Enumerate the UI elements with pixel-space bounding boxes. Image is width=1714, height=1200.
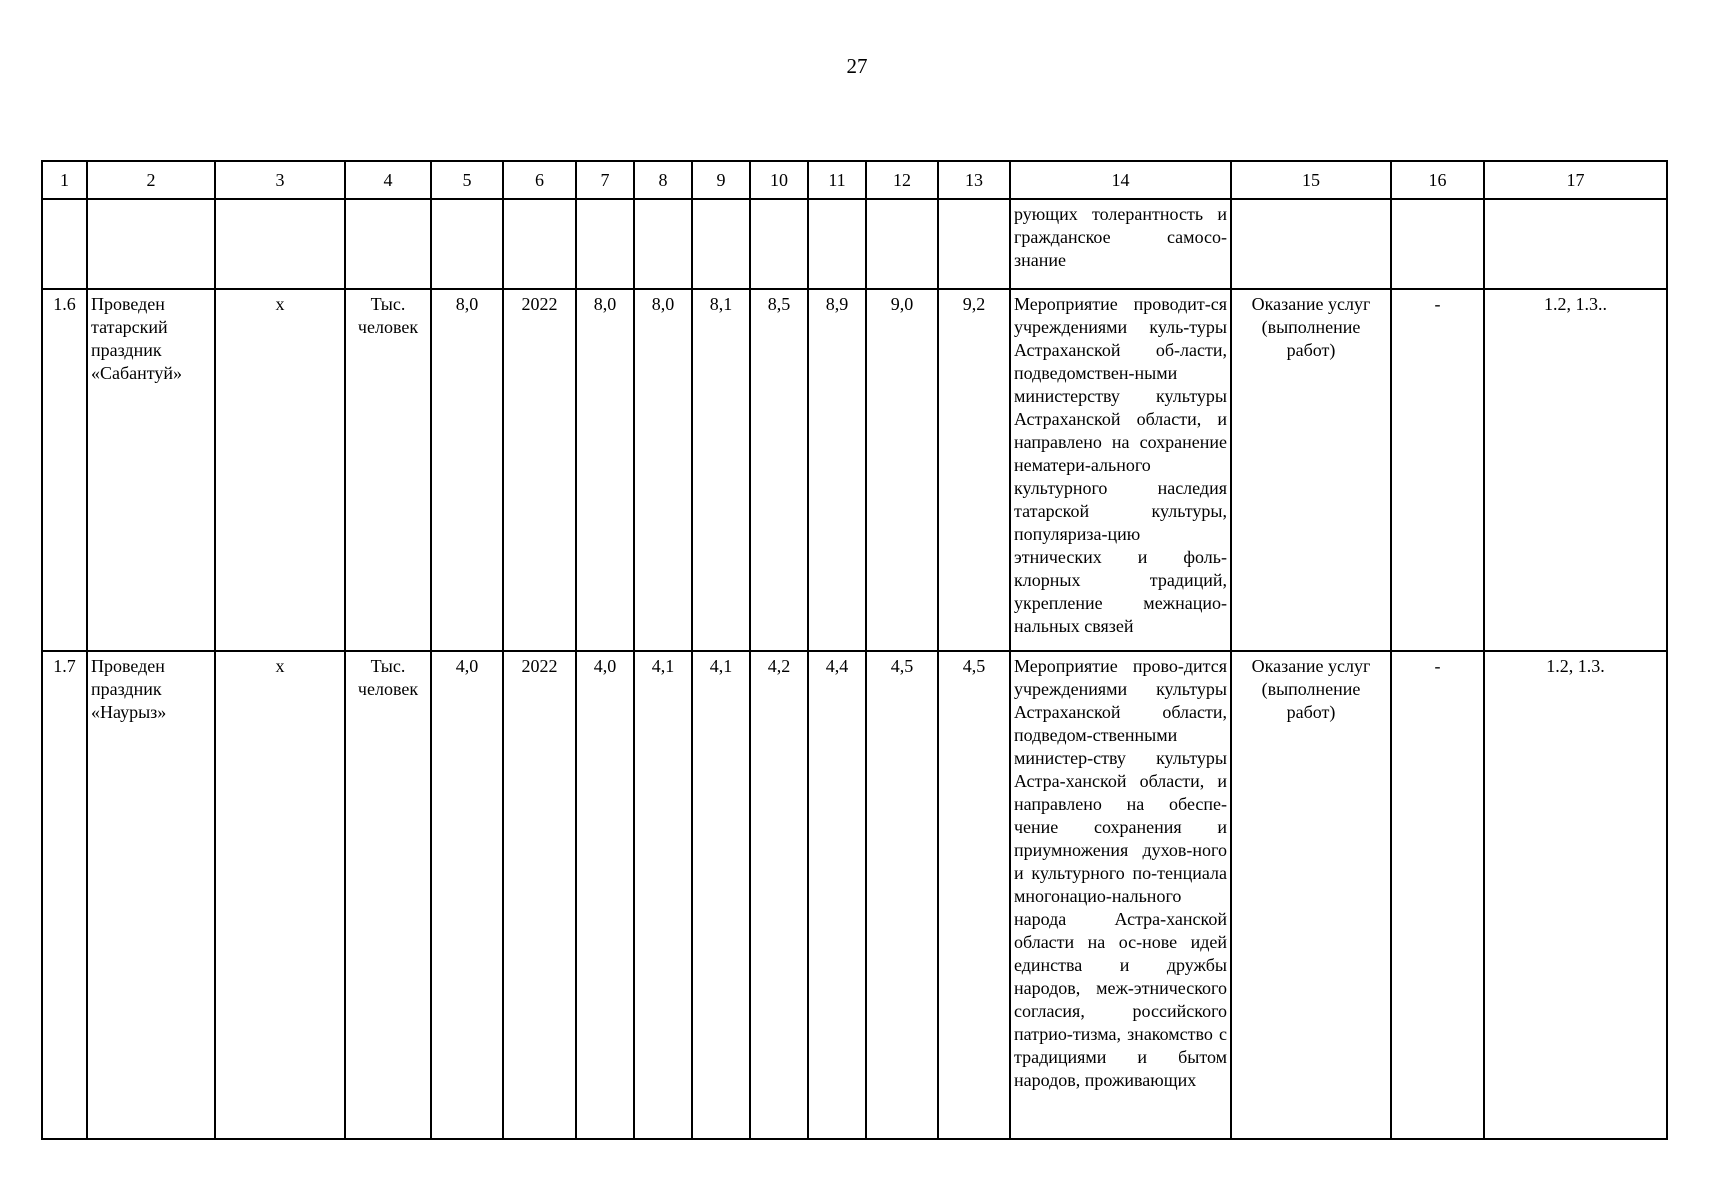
value-cell: 8,5 <box>750 289 808 651</box>
column-number: 14 <box>1010 161 1231 199</box>
column-3-cell: х <box>215 289 345 651</box>
column-17-cell <box>1484 199 1667 289</box>
column-number: 9 <box>692 161 750 199</box>
column-number: 5 <box>431 161 503 199</box>
base-year-cell <box>503 199 576 289</box>
row-id-cell: 1.7 <box>42 651 87 1139</box>
column-number: 3 <box>215 161 345 199</box>
column-number: 8 <box>634 161 692 199</box>
page-number: 27 <box>846 54 868 78</box>
base-value-cell: 4,0 <box>431 651 503 1139</box>
table-row <box>42 651 1667 1139</box>
table-row-continuation <box>42 199 1667 289</box>
column-number: 13 <box>938 161 1010 199</box>
column-16-cell: - <box>1391 289 1484 651</box>
column-15-cell: Оказание услуг (выполнение работ) <box>1231 651 1391 1139</box>
column-number: 4 <box>345 161 431 199</box>
column-number-row <box>42 161 1667 199</box>
base-year-cell: 2022 <box>503 289 576 651</box>
value-cell <box>938 199 1010 289</box>
column-3-cell: х <box>215 651 345 1139</box>
value-cell: 8,0 <box>576 289 634 651</box>
value-cell: 4,0 <box>576 651 634 1139</box>
description-cell: Мероприятие прово-дится учреждениями культуры Астраханской области, подведом-ственными министер-ству культуры Астра-ханской области, и направлено на обеспе-чение сохранения и приумножения духов-ного и культурного по-тенциала многонацио-нального народа Астра-ханской области на ос-нове идей единства и дружбы народов, меж-этнического согласия, российского патрио-тизма, знакомство с традициями и бытом народов, проживающих <box>1010 651 1231 1139</box>
column-number: 1 <box>42 161 87 199</box>
row-id-cell <box>42 199 87 289</box>
indicator-name-cell: Проведен татарский праздник «Сабантуй» <box>87 289 215 651</box>
table-row <box>42 289 1667 651</box>
indicator-table <box>41 160 1668 1140</box>
row-id-cell: 1.6 <box>42 289 87 651</box>
column-number: 10 <box>750 161 808 199</box>
column-17-cell: 1.2, 1.3. <box>1484 651 1667 1139</box>
indicator-name-cell: Проведен праздник «Наурыз» <box>87 651 215 1139</box>
indicator-name-cell <box>87 199 215 289</box>
value-cell: 9,2 <box>938 289 1010 651</box>
column-number: 15 <box>1231 161 1391 199</box>
column-number: 7 <box>576 161 634 199</box>
value-cell <box>576 199 634 289</box>
value-cell <box>692 199 750 289</box>
value-cell <box>866 199 938 289</box>
value-cell: 9,0 <box>866 289 938 651</box>
value-cell <box>750 199 808 289</box>
column-number: 17 <box>1484 161 1667 199</box>
column-number: 6 <box>503 161 576 199</box>
unit-cell: Тыс. человек <box>345 289 431 651</box>
unit-cell <box>345 199 431 289</box>
value-cell: 4,2 <box>750 651 808 1139</box>
column-number: 2 <box>87 161 215 199</box>
description-cell: Мероприятие проводит-ся учреждениями куль-туры Астраханской об-ласти, подведомствен-ными министерству культуры Астраханской области, и направлено на сохранение нематери-ального культурного наследия татарской культуры, популяриза-цию этнических и фоль-клорных традиций, укрепление межнацио-нальных связей <box>1010 289 1231 651</box>
value-cell: 4,4 <box>808 651 866 1139</box>
value-cell <box>634 199 692 289</box>
base-value-cell <box>431 199 503 289</box>
column-15-cell: Оказание услуг (выполнение работ) <box>1231 289 1391 651</box>
value-cell: 4,5 <box>938 651 1010 1139</box>
value-cell: 8,9 <box>808 289 866 651</box>
base-year-cell: 2022 <box>503 651 576 1139</box>
description-cell: рующих толерантность и гражданское самосо-знание <box>1010 199 1231 289</box>
column-number: 11 <box>808 161 866 199</box>
value-cell <box>808 199 866 289</box>
value-cell: 4,5 <box>866 651 938 1139</box>
column-17-cell: 1.2, 1.3.. <box>1484 289 1667 651</box>
column-number: 16 <box>1391 161 1484 199</box>
value-cell: 4,1 <box>692 651 750 1139</box>
unit-cell: Тыс. человек <box>345 651 431 1139</box>
column-16-cell: - <box>1391 651 1484 1139</box>
value-cell: 8,1 <box>692 289 750 651</box>
column-15-cell <box>1231 199 1391 289</box>
value-cell: 8,0 <box>634 289 692 651</box>
column-16-cell <box>1391 199 1484 289</box>
column-3-cell <box>215 199 345 289</box>
column-number: 12 <box>866 161 938 199</box>
value-cell: 4,1 <box>634 651 692 1139</box>
base-value-cell: 8,0 <box>431 289 503 651</box>
